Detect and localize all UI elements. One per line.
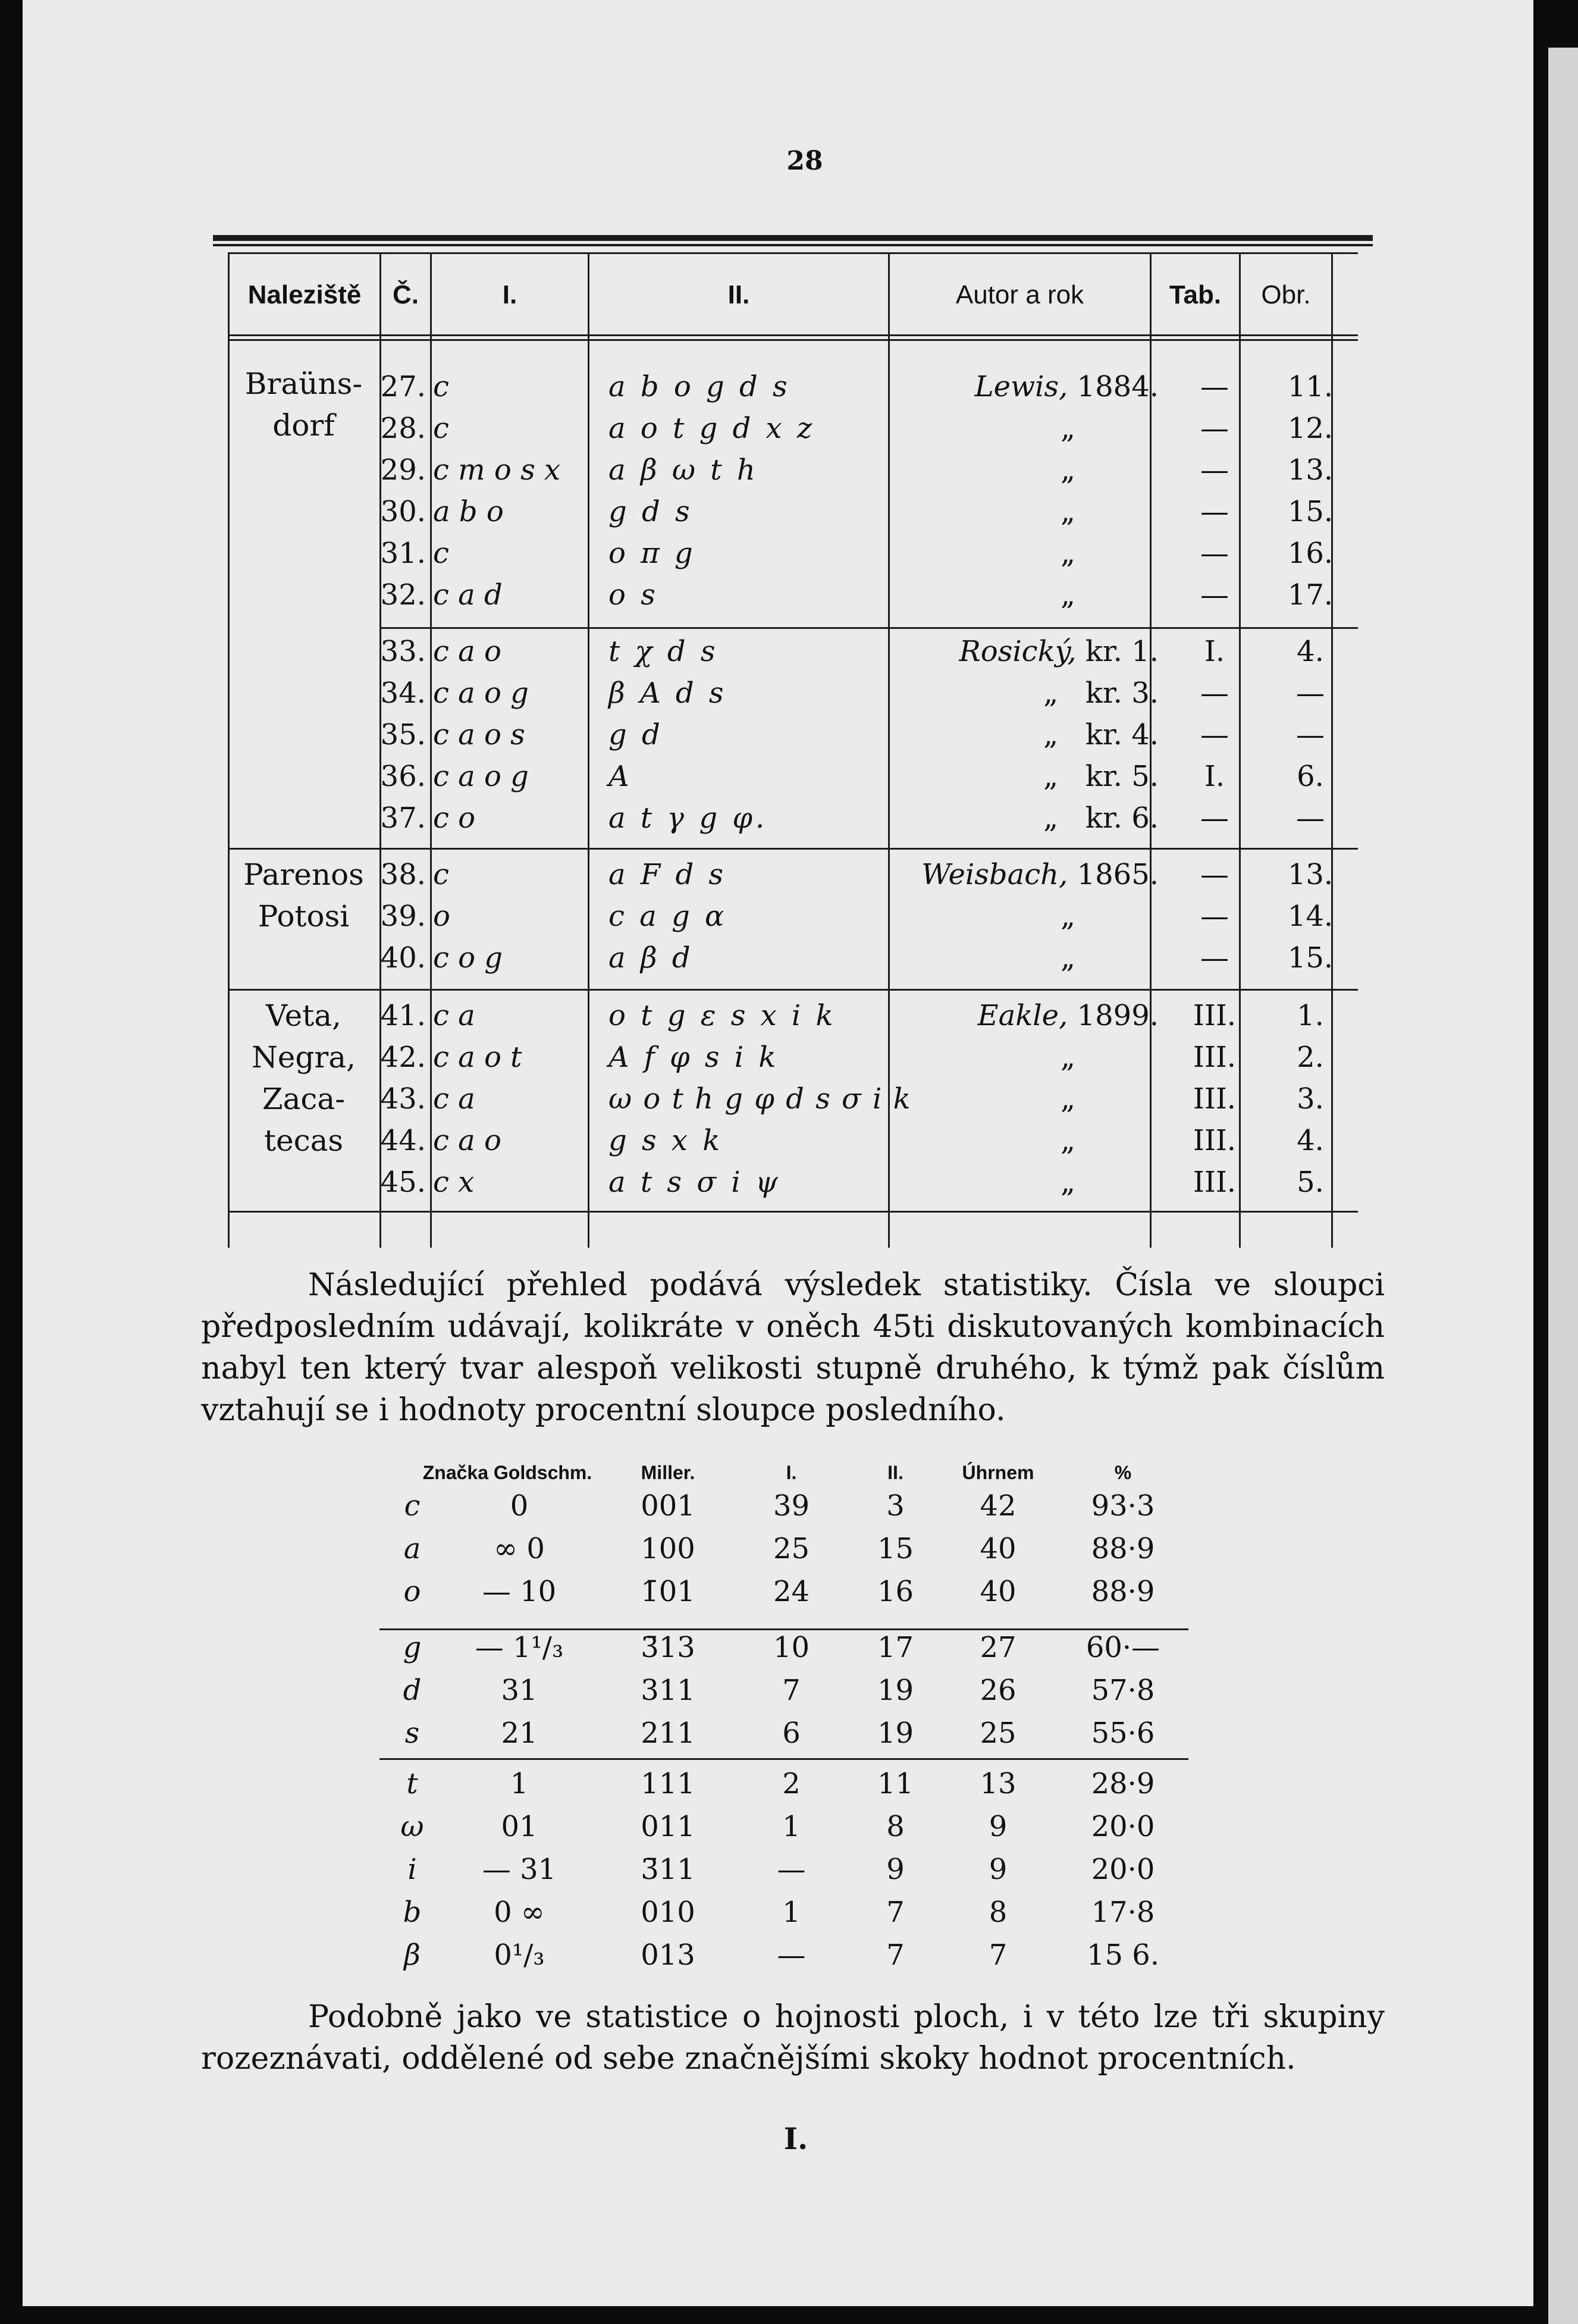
table-row: [23, 1036, 1533, 1078]
row-number: 31.: [380, 537, 426, 570]
stats-percent: 88·9: [1091, 1575, 1155, 1608]
row-col2: g d: [608, 718, 663, 751]
row-col1: c: [433, 537, 449, 570]
stats-symbol: t: [406, 1767, 418, 1800]
stats-goldschmidt: — 10: [482, 1575, 557, 1608]
row-fig: 3.: [1297, 1082, 1324, 1116]
stats-i: —: [777, 1853, 806, 1886]
row-col1: c a: [433, 1082, 475, 1116]
stats-miller: 011: [641, 1810, 695, 1843]
table-top-rule-thin: [213, 244, 1373, 246]
table-row: [23, 631, 1533, 672]
row-tab: —: [1200, 495, 1229, 528]
row-col2: A: [608, 760, 632, 793]
row-tab: —: [1200, 537, 1229, 570]
stats-row: [23, 1934, 1533, 1977]
stats-i: 39: [773, 1489, 810, 1523]
stats-i: 24: [773, 1575, 810, 1608]
row-col1: c: [433, 412, 449, 445]
stats-percent: 55·6: [1091, 1717, 1155, 1750]
row-author: „: [1061, 1082, 1075, 1116]
row-number: 28.: [380, 412, 426, 445]
table-row: [23, 1120, 1533, 1161]
stats-percent: 20·0: [1091, 1853, 1155, 1886]
row-tab: —: [1200, 453, 1229, 487]
row-number: 30.: [380, 495, 426, 528]
row-tab: —: [1200, 900, 1229, 933]
stats-i: 7: [782, 1674, 801, 1707]
table-row: [23, 995, 1533, 1036]
row-fig: 15.: [1287, 941, 1334, 975]
row-col1: c a: [433, 999, 475, 1032]
row-col1: c o g: [433, 941, 503, 975]
table-header-bottom-line: [228, 334, 1358, 336]
stats-row: [23, 1626, 1533, 1669]
row-col1: c: [433, 858, 449, 891]
stats-header-i: I.: [786, 1462, 797, 1483]
stats-symbol: b: [403, 1896, 422, 1929]
row-fig: 14.: [1287, 900, 1334, 933]
stats-ii: 15: [877, 1532, 914, 1565]
header-tab: Tab.: [1169, 280, 1222, 309]
row-col1: c a d: [433, 578, 503, 612]
stats-total: 40: [980, 1575, 1017, 1608]
table-row: [23, 756, 1533, 797]
row-number: 27.: [380, 370, 426, 403]
stats-goldschmidt: ∞ 0: [494, 1532, 545, 1565]
stats-total: 40: [980, 1532, 1017, 1565]
row-author: „: [1061, 578, 1075, 612]
row-number: 32.: [380, 578, 426, 612]
row-tab: —: [1200, 578, 1229, 612]
table-row: [23, 797, 1533, 839]
row-col1: c a o g: [433, 760, 529, 793]
table-row: [23, 1161, 1533, 1203]
stats-miller: 3̄11: [641, 1853, 695, 1886]
row-fig: 4.: [1297, 635, 1324, 668]
table-row: [23, 672, 1533, 714]
stats-percent: 17·8: [1091, 1896, 1155, 1929]
stats-symbol: β: [404, 1938, 421, 1972]
stats-goldschmidt: 31: [501, 1674, 538, 1707]
row-fig: 15.: [1287, 495, 1334, 528]
stats-miller: 100: [641, 1532, 695, 1565]
row-author: „: [1061, 1166, 1075, 1199]
row-tab: III.: [1193, 1124, 1237, 1157]
stats-ii: 3: [886, 1489, 905, 1523]
row-number: 45.: [380, 1166, 426, 1199]
stats-symbol: ω: [400, 1810, 424, 1843]
row-tab: —: [1200, 801, 1229, 835]
row-col2: a β d: [608, 941, 694, 975]
row-fig: 1.: [1297, 999, 1324, 1032]
row-tab: III.: [1193, 1041, 1237, 1074]
row-tab: —: [1200, 676, 1229, 710]
row-col1: c a o: [433, 635, 501, 668]
header-fig: Obr.: [1261, 280, 1311, 309]
paragraph-statistics-intro: Následující přehled podává výsledek statistiky. Čísla ve sloupci předposledním udávají, kolikráte v oněch 45ti diskutovaných kombinacích nabyl ten který tvar alespoň velikosti stupně druhého, k týmž pak číslům vztahují se i hodnoty procentní sloupce posledního.: [201, 1267, 1385, 1428]
stats-miller: 001: [641, 1489, 695, 1523]
stats-percent: 88·9: [1091, 1532, 1155, 1565]
row-author: „: [1061, 412, 1075, 445]
row-number: 41.: [380, 999, 426, 1032]
row-col2: a F d s: [608, 858, 727, 891]
scan-edge: [1548, 48, 1578, 2324]
stats-symbol: o: [403, 1575, 421, 1608]
stats-row: [23, 1762, 1533, 1805]
stats-goldschmidt: 0¹/₃: [494, 1938, 545, 1972]
row-col1: c a o t: [433, 1041, 522, 1074]
table-row: [23, 895, 1533, 937]
table-row: [23, 574, 1533, 616]
row-tab: —: [1200, 941, 1229, 975]
row-number: 44.: [380, 1124, 426, 1157]
stats-ii: 19: [877, 1674, 914, 1707]
row-tab: —: [1200, 858, 1229, 891]
stats-total: 13: [980, 1767, 1017, 1800]
stats-header-total: Úhrnem: [962, 1462, 1034, 1483]
row-number: 29.: [380, 453, 426, 487]
stats-row: [23, 1848, 1533, 1891]
row-col1: c: [433, 370, 449, 403]
row-author: „: [1061, 900, 1075, 933]
header-col2: II.: [727, 280, 750, 309]
row-col2: o π g: [608, 537, 696, 570]
stats-i: —: [777, 1938, 806, 1972]
stats-total: 9: [989, 1810, 1008, 1843]
stats-ii: 8: [886, 1810, 905, 1843]
row-col2: t χ d s: [608, 635, 719, 668]
row-tab: III.: [1193, 1166, 1237, 1199]
signature-mark: I.: [783, 2121, 808, 2156]
stats-miller: 311: [641, 1674, 695, 1707]
row-fig: 11.: [1287, 370, 1334, 403]
page-number: 28: [786, 146, 823, 176]
row-author: Eakle, 1899.: [977, 999, 1159, 1032]
stats-goldschmidt: — 31: [482, 1853, 557, 1886]
table-row: [23, 1078, 1533, 1120]
row-col2: ω o t h g φ d s σ i k: [608, 1082, 912, 1116]
table-row: [23, 408, 1533, 449]
stats-i: 2: [782, 1767, 801, 1800]
table-row: [23, 937, 1533, 979]
row-col2: a o t g d x z: [608, 412, 815, 445]
row-fig: 13.: [1287, 858, 1334, 891]
locality-veta-negra: Veta, Negra, Zaca- tecas: [252, 998, 356, 1158]
row-fig: 5.: [1297, 1166, 1324, 1199]
stats-header-miller: Miller.: [641, 1462, 695, 1483]
row-author: „ kr. 6.: [1043, 801, 1159, 835]
row-col2: β A d s: [608, 676, 727, 710]
stats-miller: 013: [641, 1938, 695, 1972]
stats-i: 1: [782, 1896, 801, 1929]
row-number: 37.: [380, 801, 426, 835]
stats-total: 9: [989, 1853, 1008, 1886]
stats-percent: 60·—: [1086, 1631, 1160, 1664]
table-row: [23, 714, 1533, 756]
row-author: „: [1061, 941, 1075, 975]
row-tab: —: [1200, 370, 1229, 403]
group-separator: [228, 848, 1358, 850]
row-col2: a t γ g φ.: [608, 801, 768, 835]
row-col1: c a o: [433, 1124, 501, 1157]
stats-symbol: c: [404, 1489, 421, 1523]
row-author: „: [1061, 1041, 1075, 1074]
row-fig: 17.: [1287, 578, 1334, 612]
stats-ii: 7: [886, 1938, 905, 1972]
header-locality: Naleziště: [247, 280, 362, 309]
row-col2: A f φ s i k: [608, 1041, 779, 1074]
stats-goldschmidt: 0: [510, 1489, 529, 1523]
stats-symbol: d: [403, 1674, 422, 1707]
paragraph-conclusion: Podobně jako ve statistice o hojnosti ploch, i v této lze tři skupiny rozeznávati, oddělené od sebe značnějšími skoky hodnot procentních.: [201, 1999, 1385, 2076]
stats-percent: 15 6.: [1086, 1938, 1160, 1972]
stats-total: 26: [980, 1674, 1017, 1707]
row-fig: —: [1296, 801, 1325, 835]
stats-header-goldschmidt: Značka Goldschm.: [422, 1462, 592, 1483]
locality-parenos-potosi: Parenos Potosi: [243, 857, 364, 934]
table-bottom-line: [228, 1211, 1358, 1213]
stats-row: [23, 1891, 1533, 1934]
group-separator: [379, 627, 1358, 629]
row-col1: c m o s x: [433, 453, 561, 487]
header-number: Č.: [393, 280, 419, 309]
row-fig: 4.: [1297, 1124, 1324, 1157]
stats-row: [23, 1570, 1533, 1613]
stats-miller: 010: [641, 1896, 695, 1929]
stats-row: [23, 1527, 1533, 1570]
row-col1: c x: [433, 1166, 475, 1199]
stats-ii: 11: [877, 1767, 914, 1800]
stats-goldschmidt: 1: [510, 1767, 529, 1800]
stats-total: 27: [980, 1631, 1017, 1664]
row-col2: g s x k: [608, 1124, 723, 1157]
row-col1: a b o: [433, 495, 504, 528]
stats-row: [23, 1712, 1533, 1755]
stats-ii: 19: [877, 1717, 914, 1750]
row-author: „ kr. 4.: [1043, 718, 1159, 751]
row-col1: c a o s: [433, 718, 525, 751]
stats-goldschmidt: 01: [501, 1810, 538, 1843]
stats-miller: 111: [641, 1767, 695, 1800]
row-author: „ kr. 5.: [1043, 760, 1159, 793]
row-fig: 16.: [1287, 537, 1334, 570]
stats-percent: 93·3: [1091, 1489, 1155, 1523]
row-col2: a t s σ i ψ: [608, 1166, 781, 1199]
table-header-bottom-line: [228, 339, 1358, 341]
stats-total: 8: [989, 1896, 1008, 1929]
row-tab: I.: [1204, 760, 1225, 793]
stats-header-ii: II.: [887, 1462, 903, 1483]
row-col1: o: [433, 900, 450, 933]
row-author: Weisbach, 1865.: [921, 858, 1159, 891]
stats-symbol: i: [407, 1853, 417, 1886]
row-number: 42.: [380, 1041, 426, 1074]
stats-i: 1: [782, 1810, 801, 1843]
table-row: [23, 854, 1533, 895]
stats-row: [23, 1484, 1533, 1527]
row-number: 38.: [380, 858, 426, 891]
stats-goldschmidt: 21: [501, 1717, 538, 1750]
stats-total: 42: [980, 1489, 1017, 1523]
table-top-rule: [213, 235, 1373, 241]
row-fig: —: [1296, 676, 1325, 710]
page: [23, 0, 1533, 2306]
stats-i: 6: [782, 1717, 801, 1750]
row-author: „: [1061, 453, 1075, 487]
row-tab: III.: [1193, 999, 1237, 1032]
row-col2: a β ω t h: [608, 453, 758, 487]
row-col1: c a o g: [433, 676, 529, 710]
row-fig: 12.: [1287, 412, 1334, 445]
row-tab: —: [1200, 718, 1229, 751]
row-col2: o s: [608, 578, 658, 612]
row-author: Rosický, kr. 1.: [959, 635, 1159, 668]
row-author: Lewis, 1884.: [974, 370, 1159, 403]
row-col1: c o: [433, 801, 476, 835]
table-header-top-line: [228, 252, 1358, 254]
row-author: „: [1061, 495, 1075, 528]
table-row: [23, 366, 1533, 408]
stats-ii: 16: [877, 1575, 914, 1608]
stats-goldschmidt: — 1¹/₃: [475, 1631, 564, 1664]
row-fig: 13.: [1287, 453, 1334, 487]
locality-braunsdorf: Braüns- dorf: [244, 367, 363, 443]
stats-ii: 9: [886, 1853, 905, 1886]
stats-symbol: g: [403, 1631, 422, 1664]
stats-miller: 3̄13: [641, 1631, 695, 1664]
stats-total: 7: [989, 1938, 1008, 1972]
table-row: [23, 533, 1533, 574]
row-number: 40.: [380, 941, 426, 975]
row-number: 43.: [380, 1082, 426, 1116]
row-tab: I.: [1204, 635, 1225, 668]
row-number: 33.: [380, 635, 426, 668]
table-row: [23, 449, 1533, 491]
row-author: „: [1061, 537, 1075, 570]
row-author: „: [1061, 1124, 1075, 1157]
row-number: 36.: [380, 760, 426, 793]
stats-i: 10: [773, 1631, 810, 1664]
stats-total: 25: [980, 1717, 1017, 1750]
row-number: 34.: [380, 676, 426, 710]
table-row: [23, 491, 1533, 533]
stats-ii: 7: [886, 1896, 905, 1929]
stats-symbol: s: [404, 1717, 420, 1750]
row-col2: a b o g d s: [608, 370, 790, 403]
stats-percent: 28·9: [1091, 1767, 1155, 1800]
stats-miller: 1̄01: [641, 1575, 695, 1608]
stats-row: [23, 1805, 1533, 1848]
row-fig: 6.: [1297, 760, 1324, 793]
row-author: „ kr. 3.: [1043, 676, 1159, 710]
row-col2: o t g ε s x i k: [608, 999, 836, 1032]
stats-row: [23, 1669, 1533, 1712]
stats-goldschmidt: 0 ∞: [494, 1896, 545, 1929]
stats-symbol: a: [403, 1532, 421, 1565]
stats-ii: 17: [877, 1631, 914, 1664]
row-tab: III.: [1193, 1082, 1237, 1116]
row-tab: —: [1200, 412, 1229, 445]
stats-i: 25: [773, 1532, 810, 1565]
stats-separator: [379, 1758, 1188, 1760]
stats-percent: 20·0: [1091, 1810, 1155, 1843]
stats-miller: 211: [641, 1717, 695, 1750]
row-number: 39.: [380, 900, 426, 933]
stats-header-percent: %: [1114, 1462, 1132, 1483]
row-col2: g d s: [608, 495, 693, 528]
header-col1: I.: [502, 280, 517, 309]
group-separator: [228, 989, 1358, 991]
row-number: 35.: [380, 718, 426, 751]
stats-percent: 57·8: [1091, 1674, 1155, 1707]
row-col2: c a g α: [608, 900, 727, 933]
row-fig: 2.: [1297, 1041, 1324, 1074]
header-author: Autor a rok: [955, 280, 1084, 309]
row-fig: —: [1296, 718, 1325, 751]
